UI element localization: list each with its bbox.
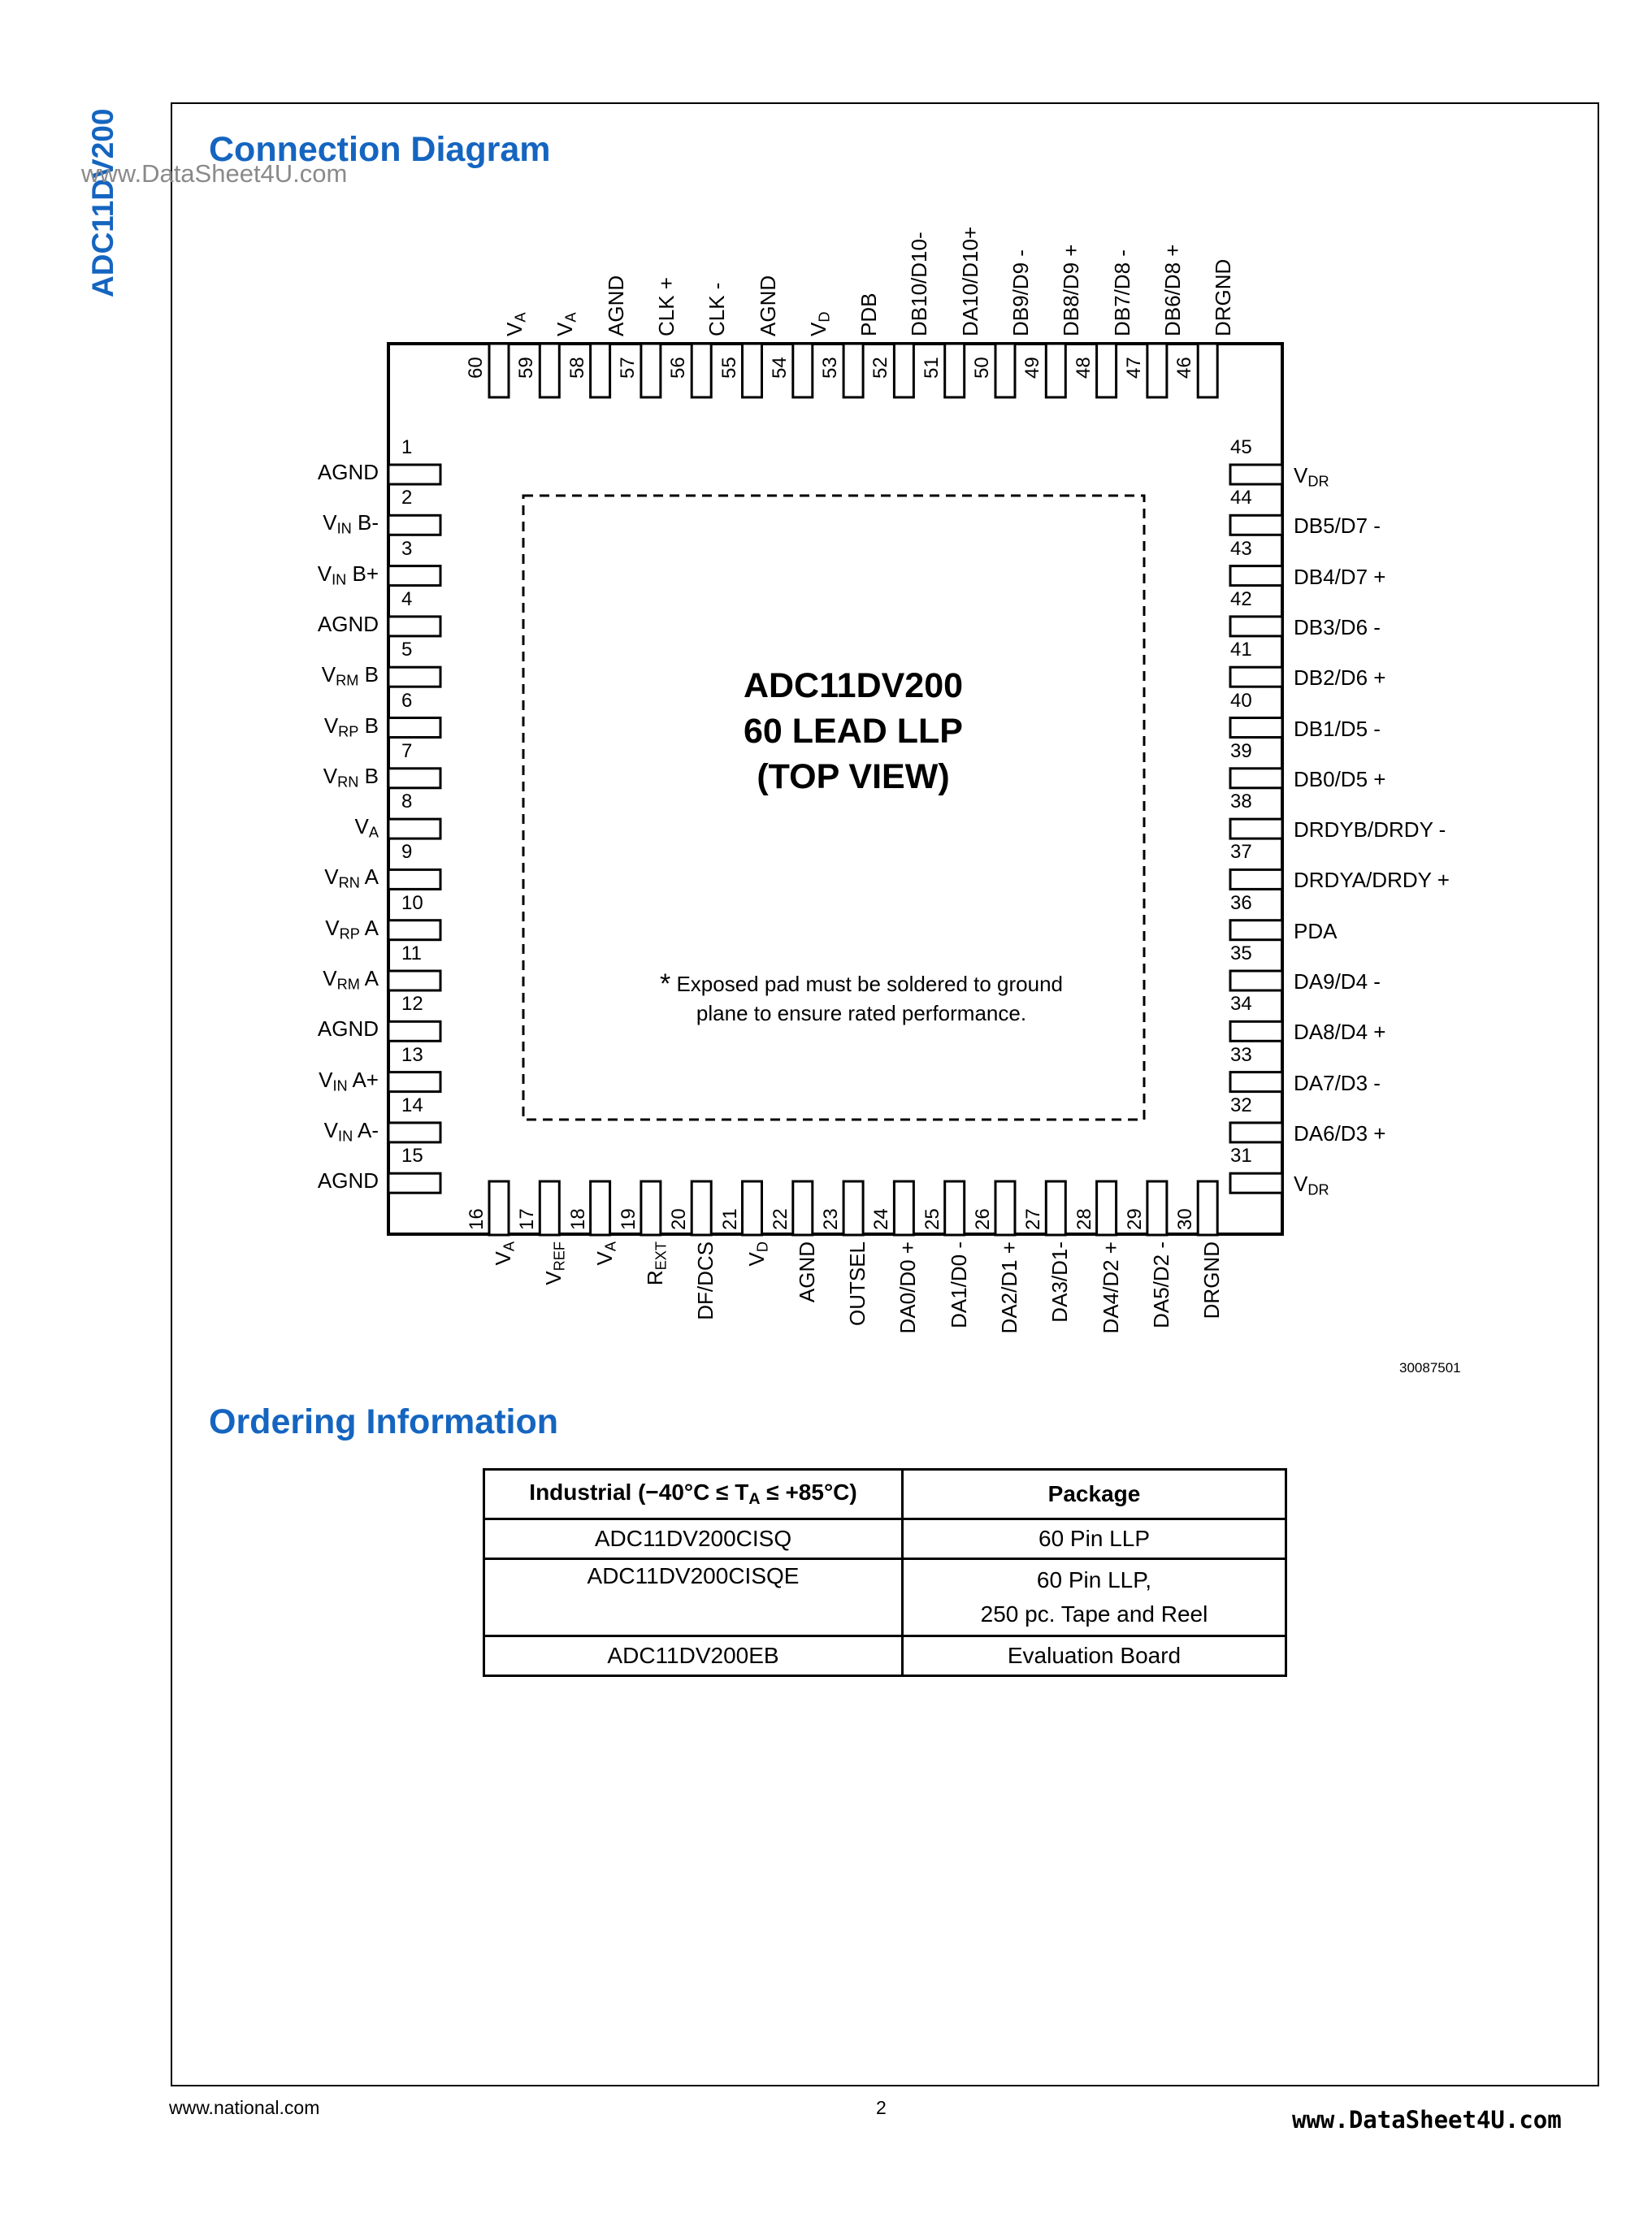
pin-label-20: DF/DCS: [693, 1241, 718, 1320]
pin-number-28: 28: [1073, 1208, 1095, 1230]
pin-label-57: CLK +: [653, 277, 679, 336]
pin-label-14: $V_{IN}$ A-: [323, 1117, 379, 1145]
pin-label-16: $V_A$: [491, 1241, 518, 1266]
table-row: [484, 1519, 1286, 1559]
pin-number-23: 23: [820, 1208, 843, 1230]
pin-number-12: 12: [401, 993, 423, 1016]
pin-number-45: 45: [1230, 436, 1252, 458]
pin-number-22: 22: [769, 1208, 791, 1230]
pin-label-15: AGND: [317, 1168, 379, 1194]
pin-label-28: DA4/D2 +: [1098, 1241, 1123, 1334]
pin-number-60: 60: [465, 357, 487, 379]
pin-label-32: DA6/D3 +: [1294, 1120, 1386, 1146]
pin-number-19: 19: [617, 1208, 640, 1230]
pin-number-52: 52: [869, 357, 892, 379]
pin-number-36: 36: [1230, 891, 1252, 914]
page-number: 2: [876, 2097, 887, 2118]
pin-number-37: 37: [1230, 841, 1252, 864]
pin-label-31: $V_{DR}$: [1294, 1172, 1329, 1198]
ordering-table: [483, 1468, 1287, 1677]
package-cell: 60 Pin LLP: [903, 1519, 1286, 1559]
package-line2: 250 pc. Tape and Reel: [980, 1601, 1208, 1627]
pin-number-55: 55: [718, 357, 740, 379]
pin-label-6: $V_{RP}$ B: [323, 713, 379, 740]
pin-number-1: 1: [401, 436, 413, 458]
pin-number-47: 47: [1122, 357, 1145, 379]
package-cell: Evaluation Board: [903, 1636, 1286, 1676]
pin-label-46: DRGND: [1211, 258, 1236, 336]
pin-number-2: 2: [401, 487, 413, 509]
ordering-info-heading: Ordering Information: [209, 1402, 558, 1441]
pin-label-51: DA10/D10+: [957, 226, 982, 336]
pin-number-56: 56: [667, 357, 690, 379]
pin-number-46: 46: [1173, 357, 1196, 379]
pin-label-39: DB0/D5 +: [1294, 766, 1386, 791]
pin-number-50: 50: [971, 357, 993, 379]
exposed-pad-note: [618, 969, 1105, 1028]
chip-title-line2: 60 LEAD LLP: [744, 712, 963, 751]
footer-watermark-link[interactable]: www.DataSheet4U.com: [1292, 2106, 1562, 2134]
pin-number-41: 41: [1230, 639, 1252, 661]
footer-website-link[interactable]: www.national.com: [169, 2097, 320, 2118]
chip-title-line1: ADC11DV200: [743, 666, 964, 705]
pin-number-4: 4: [401, 587, 413, 610]
package-cell: [903, 1559, 1286, 1636]
pin-label-47: DB6/D8 +: [1160, 244, 1185, 336]
pin-number-35: 35: [1230, 942, 1252, 964]
pin-label-7: $V_{RN}$ B: [323, 763, 379, 791]
pin-number-6: 6: [401, 689, 413, 712]
pin-label-59: $V_A$: [553, 312, 579, 336]
pin-number-44: 44: [1230, 487, 1252, 509]
pin-label-2: $V_{IN}$ B-: [323, 510, 379, 537]
pin-number-15: 15: [401, 1145, 423, 1168]
pin-number-7: 7: [401, 739, 413, 762]
connection-diagram-heading: Connection Diagram: [209, 130, 551, 169]
pin-label-10: $V_{RP}$ A: [325, 915, 379, 942]
pin-label-37: DRDYA/DRDY +: [1294, 868, 1450, 893]
pin-label-13: $V_{IN}$ A+: [319, 1067, 379, 1094]
note-asterisk: *: [659, 968, 671, 999]
pin-number-13: 13: [401, 1043, 423, 1066]
pin-label-49: DB8/D9 +: [1059, 244, 1084, 336]
pin-number-20: 20: [668, 1208, 691, 1230]
pin-label-29: DA5/D2 -: [1148, 1241, 1173, 1328]
pin-number-57: 57: [616, 357, 639, 379]
pin-number-51: 51: [920, 357, 943, 379]
pin-label-11: $V_{RM}$ A: [323, 966, 379, 993]
table-header-row: [484, 1470, 1286, 1519]
pin-label-56: CLK -: [705, 282, 730, 336]
pin-number-59: 59: [515, 357, 538, 379]
pin-label-41: DB2/D6 +: [1294, 665, 1386, 691]
watermark-link[interactable]: www.DataSheet4U.com: [81, 159, 348, 188]
pin-number-33: 33: [1230, 1043, 1252, 1066]
pin-label-23: OUTSEL: [845, 1241, 870, 1327]
pin-number-16: 16: [466, 1208, 488, 1230]
pin-number-17: 17: [516, 1208, 539, 1230]
pin-label-38: DRDYB/DRDY -: [1294, 817, 1446, 843]
pin-label-17: $V_{REF}$: [541, 1241, 568, 1285]
pin-number-21: 21: [718, 1208, 741, 1230]
pin-label-48: DB7/D8 -: [1109, 249, 1134, 336]
pin-label-58: AGND: [603, 275, 628, 336]
pin-number-30: 30: [1174, 1208, 1197, 1230]
pin-number-40: 40: [1230, 689, 1252, 712]
header-temperature-range: Industrial $(-40^\circ C \le T_A \le +85^\circ C)$: [484, 1470, 903, 1519]
package-line1: 60 Pin LLP,: [1036, 1567, 1152, 1592]
pin-number-32: 32: [1230, 1094, 1252, 1116]
table-row: [484, 1559, 1286, 1636]
pin-label-21: $V_D$: [744, 1241, 771, 1267]
pin-label-4: AGND: [317, 611, 379, 636]
pin-label-53: PDB: [856, 292, 882, 336]
pin-label-34: DA8/D4 +: [1294, 1020, 1386, 1045]
pin-number-5: 5: [401, 639, 413, 661]
pin-label-18: $V_A$: [592, 1241, 619, 1266]
pin-label-26: DA2/D1 +: [997, 1241, 1021, 1334]
pin-label-30: DRGND: [1199, 1241, 1225, 1319]
note-line1: Exposed pad must be soldered to ground: [676, 972, 1063, 996]
pin-number-48: 48: [1072, 357, 1095, 379]
pin-label-22: AGND: [794, 1241, 819, 1303]
pin-label-44: DB5/D7 -: [1294, 513, 1381, 539]
pin-number-26: 26: [972, 1208, 994, 1230]
header-package: Package: [903, 1470, 1286, 1519]
part-number-cell: ADC11DV200EB: [484, 1636, 903, 1676]
pin-number-34: 34: [1230, 993, 1252, 1016]
pin-label-5: $V_{RM}$ B: [321, 662, 379, 689]
pin-label-12: AGND: [317, 1016, 379, 1042]
note-line2: plane to ensure rated performance.: [696, 1001, 1027, 1025]
pin-label-35: DA9/D4 -: [1294, 969, 1381, 994]
pin-label-27: DA3/D1-: [1047, 1241, 1073, 1323]
pin-number-42: 42: [1230, 587, 1252, 610]
chip-title: [683, 663, 1024, 799]
part-number-cell: ADC11DV200CISQE: [484, 1559, 903, 1636]
pin-number-10: 10: [401, 891, 423, 914]
pin-label-45: $V_{DR}$: [1294, 463, 1329, 490]
pin-label-1: AGND: [317, 460, 379, 484]
chip-title-line3: (TOP VIEW): [757, 757, 950, 796]
pin-label-43: DB4/D7 +: [1294, 564, 1386, 589]
pin-label-42: DB3/D6 -: [1294, 614, 1381, 639]
pin-label-60: $V_A$: [502, 312, 529, 336]
pin-number-18: 18: [566, 1208, 589, 1230]
pin-number-24: 24: [870, 1208, 893, 1230]
pin-number-27: 27: [1022, 1208, 1045, 1230]
pin-number-25: 25: [921, 1208, 943, 1230]
pin-number-53: 53: [819, 357, 842, 379]
pin-label-19: $R_{EXT}$: [642, 1241, 670, 1286]
pin-number-14: 14: [401, 1094, 423, 1116]
pin-number-38: 38: [1230, 791, 1252, 813]
pin-number-29: 29: [1123, 1208, 1146, 1230]
pin-number-49: 49: [1021, 357, 1044, 379]
pin-number-39: 39: [1230, 739, 1252, 762]
pin-label-54: $V_D$: [805, 311, 833, 336]
side-title: ADC11DV200: [86, 108, 119, 297]
pin-label-25: DA1/D0 -: [946, 1241, 971, 1328]
pin-label-40: DB1/D5 -: [1294, 716, 1381, 741]
pin-number-3: 3: [401, 537, 413, 560]
pin-number-43: 43: [1230, 537, 1252, 560]
table-row: [484, 1636, 1286, 1676]
pin-number-9: 9: [401, 841, 413, 864]
pin-number-8: 8: [401, 791, 413, 813]
part-number-cell: ADC11DV200CISQ: [484, 1519, 903, 1559]
pin-label-9: $V_{RN}$ A: [324, 864, 379, 891]
pin-number-58: 58: [566, 357, 588, 379]
pin-number-54: 54: [768, 357, 791, 379]
pin-label-3: $V_{IN}$ B+: [317, 561, 379, 588]
pin-label-24: DA0/D0 +: [895, 1241, 921, 1334]
pin-label-55: AGND: [755, 275, 780, 336]
pin-label-36: PDA: [1294, 918, 1338, 943]
pin-label-33: DA7/D3 -: [1294, 1070, 1381, 1095]
pin-label-8: $V_A$: [354, 814, 379, 841]
pin-label-52: DB10/D10-: [907, 232, 932, 336]
pin-number-31: 31: [1230, 1145, 1252, 1168]
figure-id: 30087501: [1399, 1360, 1461, 1376]
pin-number-11: 11: [401, 942, 422, 964]
pin-label-50: DB9/D9 -: [1008, 249, 1033, 336]
